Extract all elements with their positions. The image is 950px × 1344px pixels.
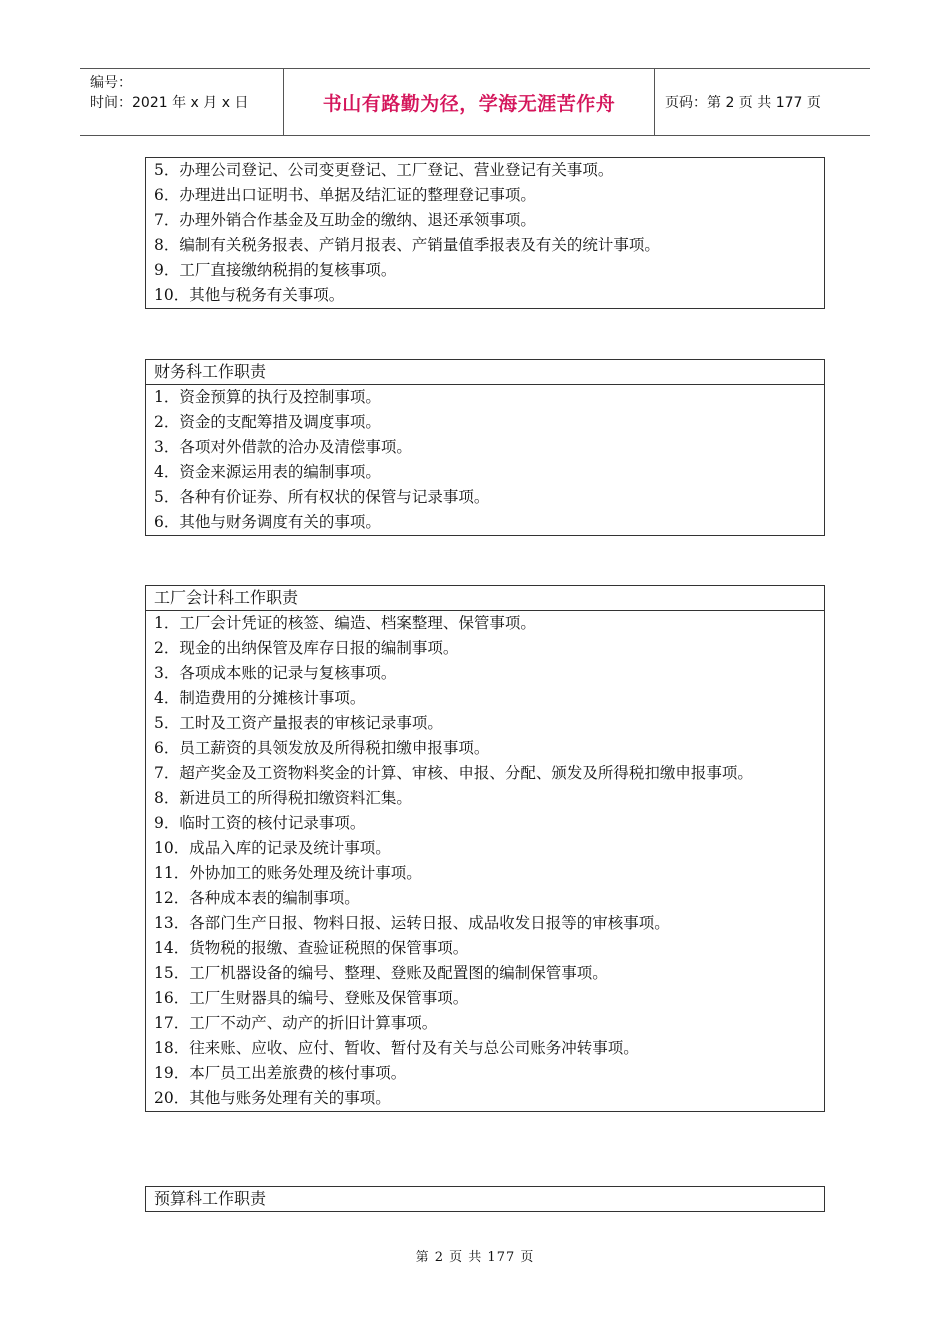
document-number-label: 编号：	[90, 75, 132, 91]
list-item: 10．成品入库的记录及统计事项。	[154, 839, 391, 857]
list-item: 1．工厂会计凭证的核签、编造、档案整理、保管事项。	[154, 614, 536, 632]
list-item: 3．各项成本账的记录与复核事项。	[154, 664, 397, 682]
list-item: 1．资金预算的执行及控制事项。	[154, 388, 381, 406]
document-date: 时间：2021 年 x 月 x 日	[90, 95, 249, 111]
finance-duties-list	[146, 385, 824, 535]
header-motto: 书山有路勤为径，学海无涯苦作舟	[283, 69, 655, 135]
tax-duties-continued-box	[145, 157, 825, 309]
list-item: 5．各种有价证券、所有权状的保管与记录事项。	[154, 488, 490, 506]
list-item: 18．往来账、应收、应付、暂收、暂付及有关与总公司账务冲转事项。	[154, 1039, 639, 1057]
header-page-info: 页码：第 2 页 共 177 页	[665, 95, 821, 111]
list-item: 15．工厂机器设备的编号、整理、登账及配置图的编制保管事项。	[154, 964, 608, 982]
tax-duties-list	[146, 158, 824, 308]
page-header	[80, 68, 870, 136]
list-item: 7．办理外销合作基金及互助金的缴纳、退还承领事项。	[154, 211, 536, 229]
list-item: 5．工时及工资产量报表的审核记录事项。	[154, 714, 443, 732]
list-item: 5．办理公司登记、公司变更登记、工厂登记、营业登记有关事项。	[154, 161, 614, 179]
list-item: 20．其他与账务处理有关的事项。	[154, 1089, 391, 1107]
header-meta	[80, 69, 283, 135]
list-item: 12．各种成本表的编制事项。	[154, 889, 360, 907]
list-item: 11．外协加工的账务处理及统计事项。	[154, 864, 422, 882]
list-item: 9．临时工资的核付记录事项。	[154, 814, 366, 832]
budget-duties-title: 预算科工作职责	[154, 1189, 267, 1208]
list-item: 8．编制有关税务报表、产销月报表、产销量值季报表及有关的统计事项。	[154, 236, 660, 254]
factory-accounting-duties-title: 工厂会计科工作职责	[146, 586, 824, 611]
list-item: 2．现金的出纳保管及库存日报的编制事项。	[154, 639, 459, 657]
list-item: 2．资金的支配筹措及调度事项。	[154, 413, 381, 431]
finance-duties-title: 财务科工作职责	[146, 360, 824, 385]
list-item: 14．货物税的报缴、查验证税照的保管事项。	[154, 939, 469, 957]
list-item: 16．工厂生财器具的编号、登账及保管事项。	[154, 989, 469, 1007]
factory-accounting-duties-box	[145, 585, 825, 1112]
list-item: 13．各部门生产日报、物料日报、运转日报、成品收发日报等的审核事项。	[154, 914, 670, 932]
list-item: 4．资金来源运用表的编制事项。	[154, 463, 381, 481]
list-item: 6．员工薪资的具领发放及所得税扣缴申报事项。	[154, 739, 490, 757]
list-item: 6．办理进出口证明书、单据及结汇证的整理登记事项。	[154, 186, 536, 204]
list-item: 17．工厂不动产、动产的折旧计算事项。	[154, 1014, 438, 1032]
page-footer: 第 2 页 共 177 页	[415, 1250, 535, 1265]
finance-duties-box	[145, 359, 825, 536]
list-item: 7．超产奖金及工资物料奖金的计算、审核、申报、分配、颁发及所得税扣缴申报事项。	[154, 764, 753, 782]
list-item: 10．其他与税务有关事项。	[154, 286, 345, 304]
list-item: 9．工厂直接缴纳税捐的复核事项。	[154, 261, 397, 279]
list-item: 4．制造费用的分摊核计事项。	[154, 689, 366, 707]
list-item: 8．新进员工的所得税扣缴资料汇集。	[154, 789, 412, 807]
list-item: 19．本厂员工出差旅费的核付事项。	[154, 1064, 407, 1082]
budget-duties-box	[145, 1186, 825, 1212]
list-item: 3．各项对外借款的洽办及清偿事项。	[154, 438, 412, 456]
list-item: 6．其他与财务调度有关的事项。	[154, 513, 381, 531]
factory-accounting-duties-list	[146, 611, 824, 1111]
